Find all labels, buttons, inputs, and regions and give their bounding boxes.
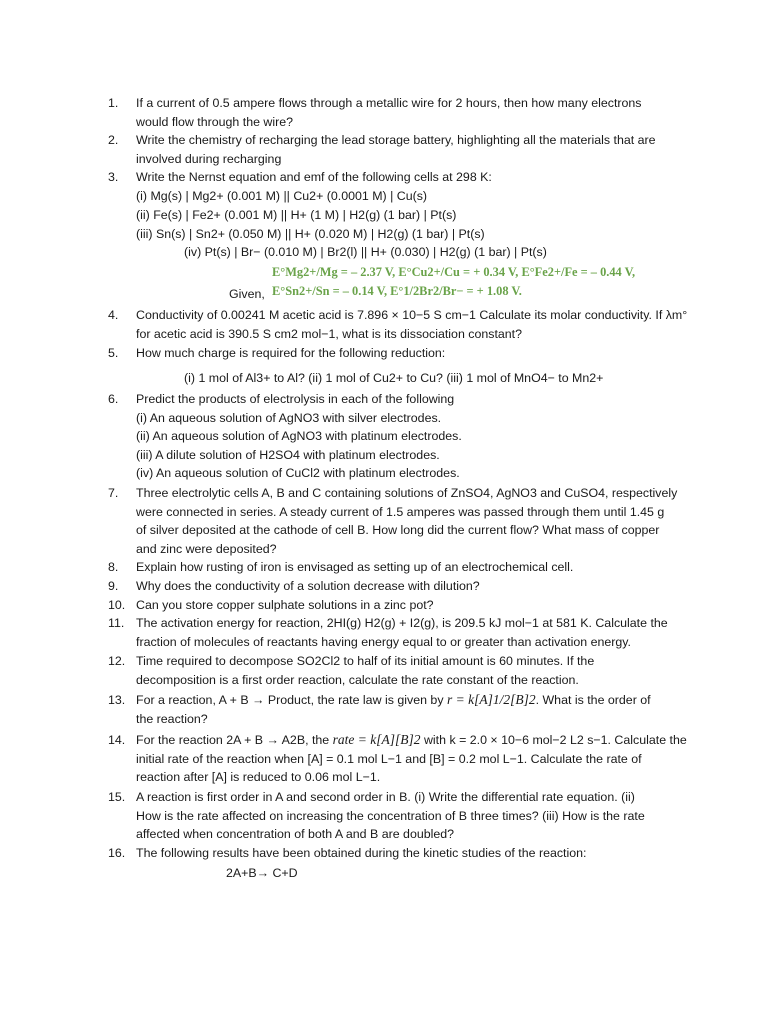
given-potentials-line-1: E°Mg2+/Mg = – 2.37 V, E°Cu2+/Cu = + 0.34 V, E°Fe2+/Fe = – 0.44 V, xyxy=(272,265,636,279)
question-number: 14. xyxy=(108,733,126,747)
question-text: Explain how rusting of iron is envisaged as setting up of an electrochemical cell. xyxy=(136,560,574,574)
question-text: How much charge is required for the following reduction: xyxy=(136,346,446,360)
question-number: 12. xyxy=(108,654,126,668)
question-number: 10. xyxy=(108,598,126,612)
rate-law-formula: r = k[A]1/2[B]2 xyxy=(446,692,536,707)
question-text: and zinc were deposited? xyxy=(136,541,277,556)
given-label: Given, xyxy=(229,287,265,301)
question-text-part: with k = 2.0 × 10−6 mol−2 L2 s−1. Calculate the xyxy=(423,733,687,747)
question-text-part: For a reaction, A + B → Product, the rate law is given by xyxy=(136,693,444,707)
question-number: 7. xyxy=(108,486,119,500)
reduction-items: (i) 1 mol of Al3+ to Al? (ii) 1 mol of Cu2+ to Cu? (iii) 1 mol of MnO4− to Mn2+ xyxy=(184,371,604,385)
sub-item: (iv) An aqueous solution of CuCl2 with platinum electrodes. xyxy=(136,466,460,480)
question-text: involved during recharging xyxy=(136,151,282,166)
question-text: The activation energy for reaction, 2HI(g) H2(g) + I2(g), is 209.5 kJ mol−1 at 581 K. Calculate the xyxy=(136,616,668,630)
question-text: for acetic acid is 390.5 S cm2 mol−1, what is its dissociation constant? xyxy=(136,326,523,341)
question-number: 9. xyxy=(108,579,119,593)
question-text: Time required to decompose SO2Cl2 to half of its initial amount is 60 minutes. If the xyxy=(136,654,595,668)
question-number: 11. xyxy=(108,616,125,630)
question-number: 4. xyxy=(108,308,119,322)
cell-item: (ii) Fe(s) | Fe2+ (0.001 M) || H+ (1 M) | H2(g) (1 bar) | Pt(s) xyxy=(136,208,457,222)
question-number: 8. xyxy=(108,560,119,574)
question-text: affected when concentration of both A and B are doubled? xyxy=(136,827,455,841)
sub-item: (ii) An aqueous solution of AgNO3 with platinum electrodes. xyxy=(136,429,462,443)
question-text: initial rate of the reaction when [A] = 0.1 mol L−1 and [B] = 0.2 mol L−1. Calculate the rate of xyxy=(136,751,642,766)
sub-item: (i) An aqueous solution of AgNO3 with silver electrodes. xyxy=(136,410,442,425)
question-number: 6. xyxy=(108,392,119,406)
question-text: the reaction? xyxy=(136,711,208,726)
rate-law-formula: rate = k[A][B]2 xyxy=(332,732,421,747)
question-text: were connected in series. A steady current of 1.5 amperes was passed through them until 1.45 g xyxy=(136,504,665,519)
question-text-part: For the reaction 2A + B → A2B, the xyxy=(136,733,330,747)
question-text: Predict the products of electrolysis in each of the following xyxy=(136,392,455,406)
question-text: The following results have been obtained during the kinetic studies of the reaction: xyxy=(136,846,587,860)
question-number: 2. xyxy=(108,133,119,147)
question-text: Conductivity of 0.00241 M acetic acid is 7.896 × 10−5 S cm−1 Calculate its molar conductivity. If λm° xyxy=(136,308,688,322)
question-text: Three electrolytic cells A, B and C containing solutions of ZnSO4, AgNO3 and CuSO4, respectively xyxy=(136,486,678,500)
question-number: 1. xyxy=(108,96,119,110)
question-number: 16. xyxy=(108,846,126,860)
question-text: A reaction is first order in A and second order in B. (i) Write the differential rate equation. (ii) xyxy=(136,790,635,804)
cell-item: (iv) Pt(s) | Br− (0.010 M) | Br2(l) || H+ (0.030) | H2(g) (1 bar) | Pt(s) xyxy=(184,245,547,259)
sub-item: (iii) A dilute solution of H2SO4 with platinum electrodes. xyxy=(136,447,440,462)
cell-item: (iii) Sn(s) | Sn2+ (0.050 M) || H+ (0.020 M) | H2(g) (1 bar) | Pt(s) xyxy=(136,227,485,241)
question-text: If a current of 0.5 ampere flows through a metallic wire for 2 hours, then how many electrons xyxy=(136,96,642,110)
question-number: 13. xyxy=(108,693,126,707)
question-text: would flow through the wire? xyxy=(136,114,294,129)
question-number: 3. xyxy=(108,170,119,184)
question-text: decomposition is a first order reaction, calculate the rate constant of the reaction. xyxy=(136,672,579,687)
question-text: Write the chemistry of recharging the lead storage battery, highlighting all the materials that are xyxy=(136,133,656,147)
question-text: Can you store copper sulphate solutions in a zinc pot? xyxy=(136,598,434,612)
question-text xyxy=(136,691,684,710)
question-text: How is the rate affected on increasing the concentration of B three times? (iii) How is the rate xyxy=(136,808,645,823)
given-potentials-line-2: E°Sn2+/Sn = – 0.14 V, E°1/2Br2/Br− = + 1.08 V. xyxy=(272,284,522,298)
question-text: reaction after [A] is reduced to 0.06 mol L−1. xyxy=(136,770,381,784)
question-text: Why does the conductivity of a solution decrease with dilution? xyxy=(136,579,480,593)
cell-item: (i) Mg(s) | Mg2+ (0.001 M) || Cu2+ (0.0001 M) | Cu(s) xyxy=(136,189,428,203)
question-number: 15. xyxy=(108,790,126,804)
question-text xyxy=(136,731,687,750)
question-number: 5. xyxy=(108,346,119,360)
reaction-equation: 2A+B→ C+D xyxy=(226,866,298,880)
question-text: of silver deposited at the cathode of cell B. How long did the current flow? What mass of copper xyxy=(136,523,660,537)
question-text: Write the Nernst equation and emf of the following cells at 298 K: xyxy=(136,170,492,184)
question-text: fraction of molecules of reactants having energy equal to or greater than activation energy. xyxy=(136,634,631,649)
question-text-part: . What is the order of xyxy=(535,693,651,707)
